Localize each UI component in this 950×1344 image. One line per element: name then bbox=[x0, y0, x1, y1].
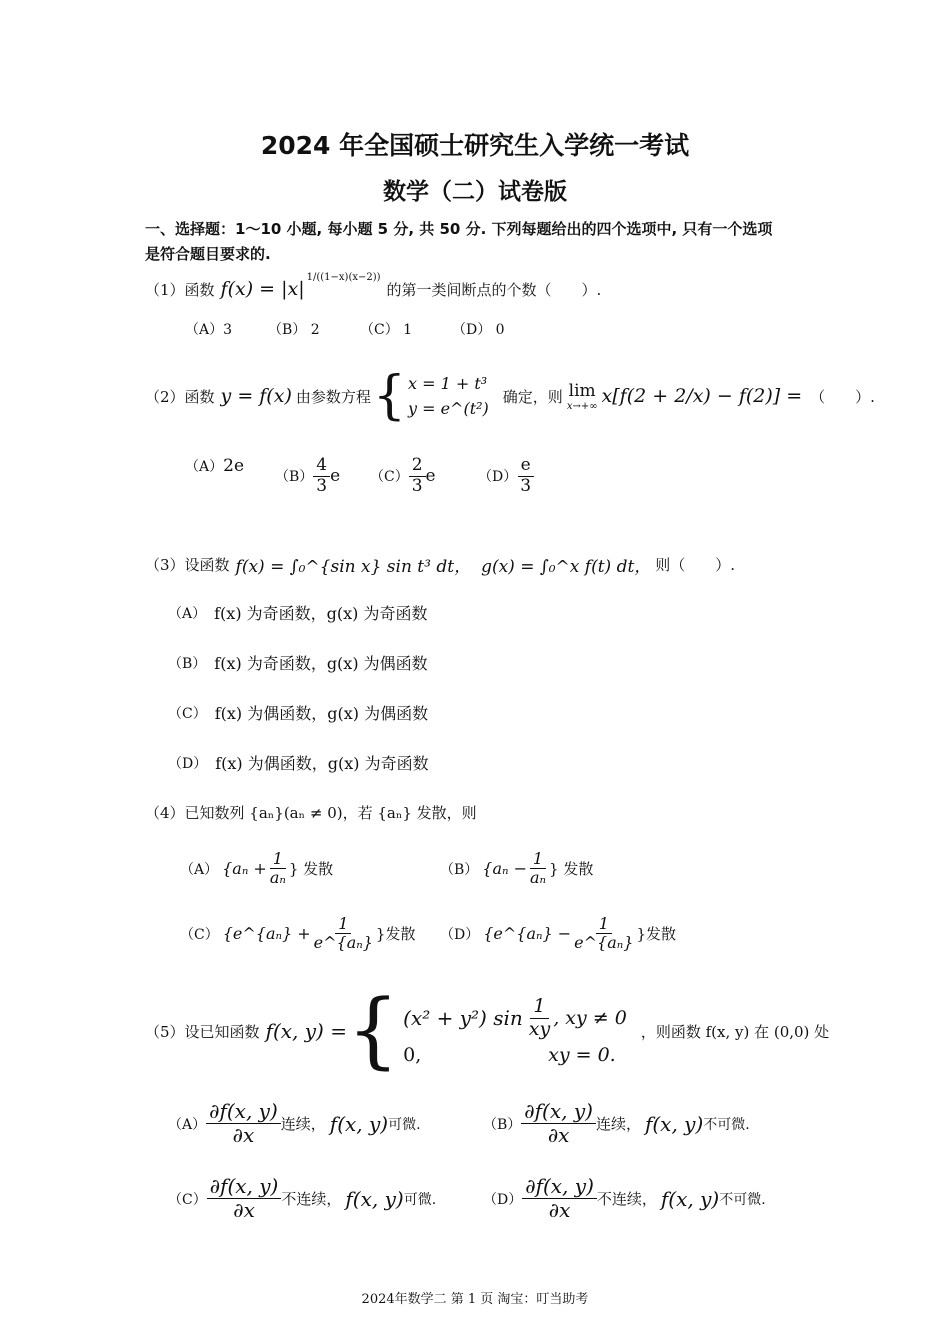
q3-text: 则（ ）. bbox=[655, 556, 736, 574]
q5-brace: { bbox=[346, 983, 400, 1078]
q1-option-b: （B） 2 bbox=[268, 322, 320, 338]
q2-option-a: （A） 2e bbox=[185, 456, 245, 476]
q2-brace: { bbox=[372, 366, 406, 426]
q1-number: （1）函数 bbox=[145, 280, 215, 299]
q1-option-c: （C） 1 bbox=[360, 322, 413, 338]
q2-blank: （ ）. bbox=[810, 387, 875, 406]
q2-limit: lim x→+∞ bbox=[566, 380, 598, 412]
q4-option-c: （C） {e^{aₙ} + $\frac{1}{\text{e\textasciicircum{}\{aₙ\}}}$ }发散 bbox=[180, 914, 416, 953]
section-intro-line2: 是符合题目要求的. bbox=[145, 245, 271, 263]
q2-sys1: x = 1 + t³ bbox=[407, 374, 488, 393]
q5-number: （5）设已知函数 bbox=[145, 1022, 260, 1041]
q5-option-a: （A） $\frac{\partial f(x, y)}{\partial x}$ 连续， f(x, y) 可微. bbox=[168, 1099, 421, 1147]
q2-number: （2）函数 bbox=[145, 387, 215, 406]
q2-sys2: y = e^(t²) bbox=[407, 399, 489, 418]
q5-func: f(x, y) = bbox=[265, 1019, 347, 1043]
question-5 bbox=[145, 983, 830, 1078]
q3-g-def: g(x) = ∫₀^x f(t) dt， bbox=[481, 557, 652, 577]
q2-system bbox=[408, 374, 489, 418]
section-intro-line1: 一、选择题：1～10 小题, 每小题 5 分, 共 50 分. 下列每题给出的四个选项中, 只有一个选项 bbox=[145, 220, 773, 238]
q4-option-b: （B） {aₙ − $\frac{1}{\text{aₙ}}$ } 发散 bbox=[440, 849, 594, 888]
q5-option-c: （C） $\frac{\partial f(x, y)}{\partial x}$ 不连续， f(x, y) 可微. bbox=[168, 1174, 437, 1222]
q5-option-b: （B） $\frac{\partial f(x, y)}{\partial x}$ 连续， f(x, y) 不可微. bbox=[483, 1099, 750, 1147]
q2-option-d: （D） $\frac{e}{3}$ bbox=[478, 456, 534, 496]
q1-exponent: 1/((1−x)(x−2)) bbox=[306, 271, 381, 283]
page-subtitle: 数学（二）试卷版 bbox=[383, 179, 567, 205]
q2-text1: 由参数方程 bbox=[295, 387, 371, 406]
q3-option-c: （C） f(x) 为偶函数，g(x) 为偶函数 bbox=[168, 704, 429, 723]
q4-option-d: （D） {e^{aₙ} − $\frac{1}{\text{e\textasciicircum{}\{aₙ\}}}$ }发散 bbox=[440, 914, 676, 953]
q3-number: （3）设函数 bbox=[145, 556, 230, 574]
q5-text: ，则函数 f(x, y) 在 (0,0) 处 bbox=[640, 1022, 830, 1041]
q2-option-b: （B） $\frac{4}{3}$ e bbox=[275, 455, 341, 496]
q5-cases: (x² + y²) sin $\frac{1}{xy}$ , xy ≠ 0 0, xy = 0. bbox=[403, 994, 627, 1067]
q2-func: y = f(x) bbox=[220, 385, 292, 407]
page-title: 2024 年全国硕士研究生入学统一考试 bbox=[260, 131, 690, 160]
q1-option-a: （A）3 bbox=[185, 322, 233, 338]
question-4: （4）已知数列 {aₙ}(aₙ ≠ 0)，若 {aₙ} 发散，则 bbox=[145, 804, 477, 822]
question-3 bbox=[145, 552, 735, 577]
q3-option-a: （A） f(x) 为奇函数，g(x) 为奇函数 bbox=[168, 604, 428, 623]
question-1 bbox=[145, 271, 602, 300]
page-footer: 2024年数学二 第 1 页 淘宝：叮当助考 bbox=[361, 1292, 589, 1307]
q2-option-c: （C） $\frac{2}{3}$ e bbox=[370, 455, 436, 496]
q1-option-d: （D） 0 bbox=[452, 322, 505, 338]
q1-formula: f(x) = |x| bbox=[220, 278, 305, 300]
q3-option-d: （D） f(x) 为偶函数，g(x) 为奇函数 bbox=[168, 754, 429, 773]
q5-option-d: （D） $\frac{\partial f(x, y)}{\partial x}$ 不连续， f(x, y) 不可微. bbox=[483, 1174, 766, 1222]
q3-f-def: f(x) = ∫₀^{sin x} sin t³ dt， bbox=[235, 557, 472, 577]
q2-text2: 确定，则 bbox=[502, 387, 563, 406]
q2-expr: x[f(2 + 2/x) − f(2)] = bbox=[601, 385, 803, 407]
question-2 bbox=[145, 366, 875, 426]
q1-text: 的第一类间断点的个数（ ）. bbox=[386, 280, 602, 299]
q4-option-a: （A） {aₙ + $\frac{1}{\text{aₙ}}$ } 发散 bbox=[180, 849, 334, 888]
q3-option-b: （B） f(x) 为奇函数，g(x) 为偶函数 bbox=[168, 654, 428, 673]
